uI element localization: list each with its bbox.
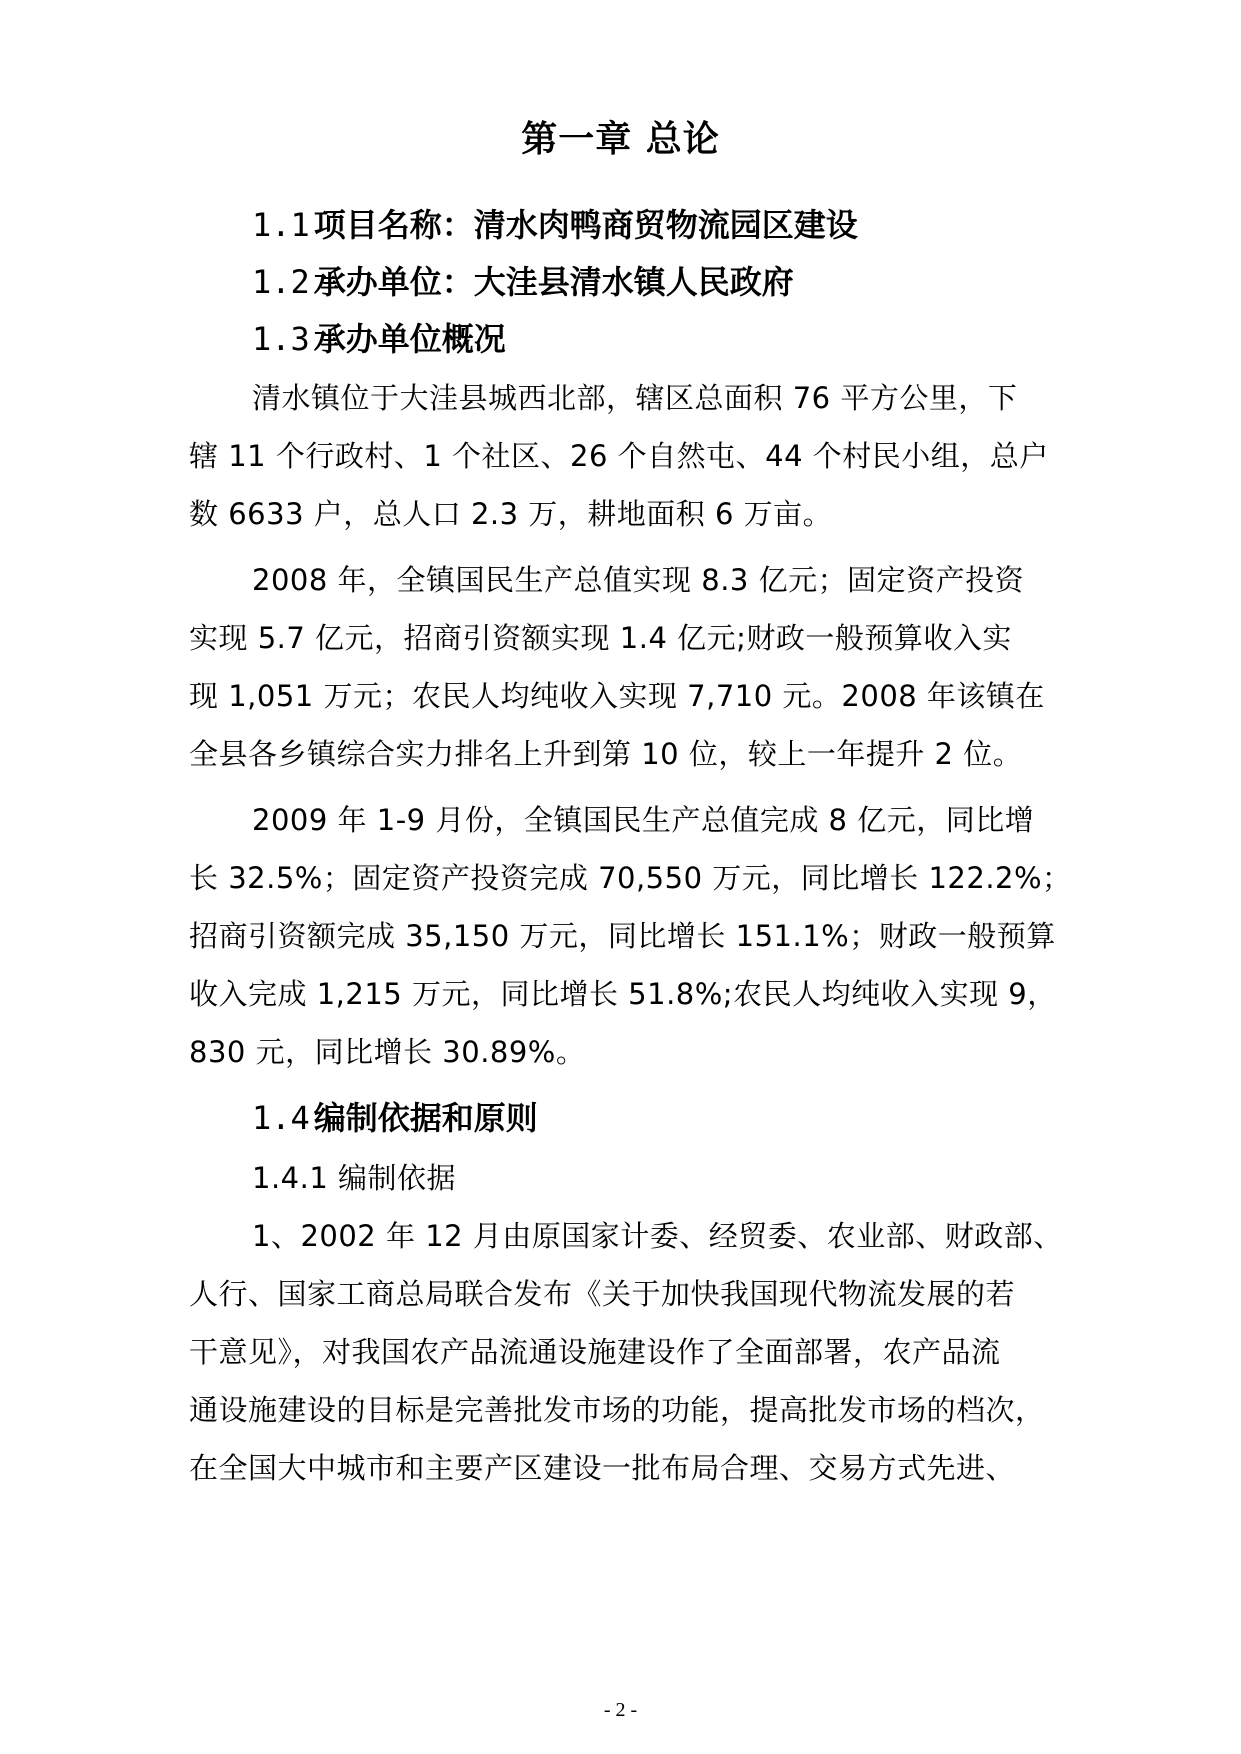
heading-1-2 bbox=[252, 262, 794, 302]
heading-text: 承办单位概况 bbox=[313, 320, 506, 358]
paragraph-line: 现 1,051 万元；农民人均纯收入实现 7,710 元。2008 年该镇在 bbox=[189, 679, 1045, 713]
paragraph-line: 全县各乡镇综合实力排名上升到第 10 位，较上一年提升 2 位。 bbox=[189, 737, 1023, 771]
paragraph-line: 2009 年 1-9 月份，全镇国民生产总值完成 8 亿元，同比增 bbox=[252, 803, 1035, 837]
paragraph-line: 人行、国家工商总局联合发布《关于加快我国现代物流发展的若 bbox=[189, 1277, 1016, 1311]
heading-number: 1.3 bbox=[252, 320, 310, 358]
paragraph-line: 干意见》，对我国农产品流通设施建设作了全面部署，农产品流 bbox=[189, 1335, 1001, 1369]
paragraph-line: 2008 年，全镇国民生产总值实现 8.3 亿元；固定资产投资 bbox=[252, 563, 1025, 597]
page-number: - 2 - bbox=[603, 1699, 638, 1721]
paragraph-line: 招商引资额完成 35,150 万元，同比增长 151.1%；财政一般预算 bbox=[189, 919, 1056, 953]
chapter-title: 第一章 总论 bbox=[521, 119, 720, 160]
paragraph-line: 清水镇位于大洼县城西北部，辖区总面积 76 平方公里，下 bbox=[252, 381, 1018, 415]
paragraph-line: 数 6633 户，总人口 2.3 万，耕地面积 6 万亩。 bbox=[189, 497, 833, 531]
paragraph-line: 1、2002 年 12 月由原国家计委、经贸委、农业部、财政部、 bbox=[252, 1219, 1063, 1253]
heading-number: 1.4 bbox=[252, 1099, 310, 1137]
heading-1-3 bbox=[252, 319, 506, 359]
paragraph-line: 实现 5.7 亿元，招商引资额实现 1.4 亿元;财政一般预算收入实 bbox=[189, 621, 1012, 655]
subheading-1-4-1: 1.4.1 编制依据 bbox=[252, 1161, 457, 1195]
heading-number: 1.1 bbox=[252, 206, 310, 244]
heading-text: 承办单位：大洼县清水镇人民政府 bbox=[313, 263, 794, 301]
heading-1-4 bbox=[252, 1098, 538, 1138]
heading-text: 编制依据和原则 bbox=[313, 1099, 538, 1137]
heading-text: 项目名称：清水肉鸭商贸物流园区建设 bbox=[313, 206, 858, 244]
paragraph-line: 830 元，同比增长 30.89%。 bbox=[189, 1035, 586, 1069]
paragraph-line: 通设施建设的目标是完善批发市场的功能，提高批发市场的档次， bbox=[189, 1393, 1045, 1427]
paragraph-line: 收入完成 1,215 万元，同比增长 51.8%;农民人均纯收入实现 9， bbox=[189, 977, 1057, 1011]
heading-number: 1.2 bbox=[252, 263, 310, 301]
paragraph-line: 辖 11 个行政村、1 个社区、26 个自然屯、44 个村民小组，总户 bbox=[189, 439, 1049, 473]
paragraph-line: 长 32.5%；固定资产投资完成 70,550 万元，同比增长 122.2%； bbox=[189, 861, 1072, 895]
heading-1-1 bbox=[252, 205, 858, 245]
paragraph-line: 在全国大中城市和主要产区建设一批布局合理、交易方式先进、 bbox=[189, 1451, 1016, 1485]
